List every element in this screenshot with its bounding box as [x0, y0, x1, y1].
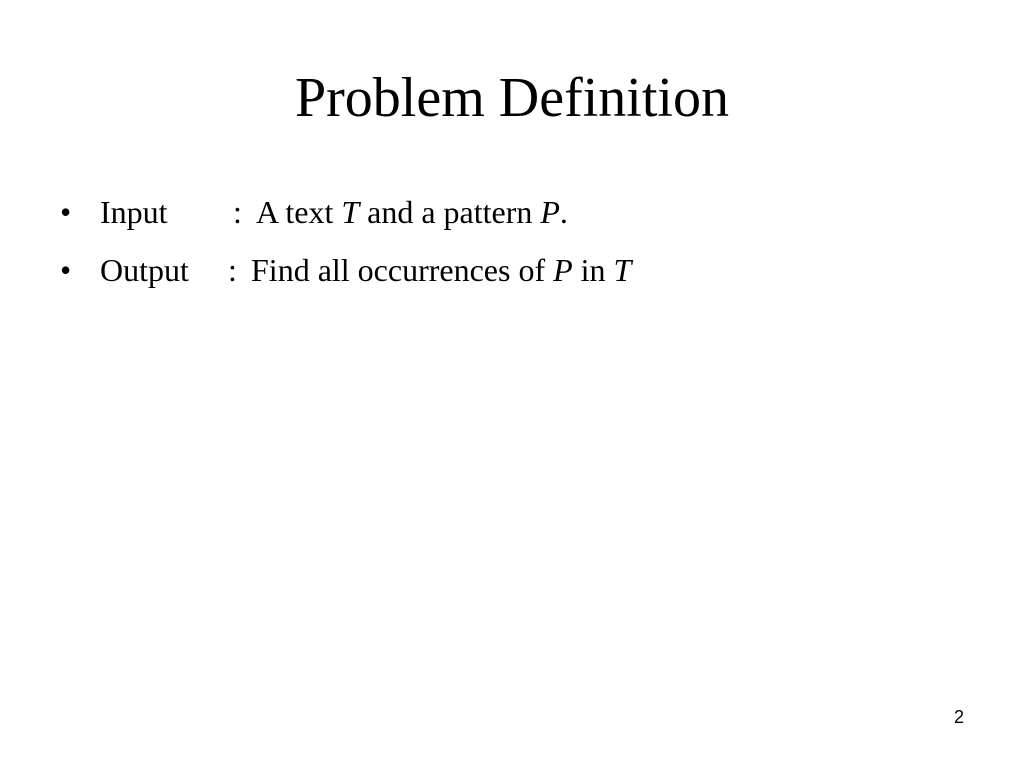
variable-p: P: [540, 194, 560, 230]
bullet-item-output: [60, 248, 960, 306]
bullet-colon: :: [228, 252, 237, 288]
text-segment: Find all occurrences of: [251, 252, 554, 288]
page-number: 2: [953, 707, 964, 727]
text-segment: A text: [256, 194, 342, 230]
text-segment: .: [559, 194, 568, 230]
bullet-text-input: [256, 190, 568, 234]
variable-p: P: [553, 252, 573, 288]
bullet-label-input: Input: [100, 194, 168, 230]
bullet-item-input: [60, 190, 960, 248]
bullet-icon: •: [60, 252, 72, 288]
bullet-colon: :: [233, 194, 242, 230]
bullet-list: [60, 190, 960, 306]
bullet-icon: •: [60, 194, 72, 230]
text-segment: in: [572, 252, 614, 288]
bullet-label-output: Output: [100, 252, 189, 288]
variable-t: T: [613, 252, 632, 288]
slide-title: Problem Definition: [295, 67, 729, 129]
variable-t: T: [341, 194, 360, 230]
bullet-text-output: [251, 248, 631, 292]
text-segment: and a pattern: [359, 194, 541, 230]
